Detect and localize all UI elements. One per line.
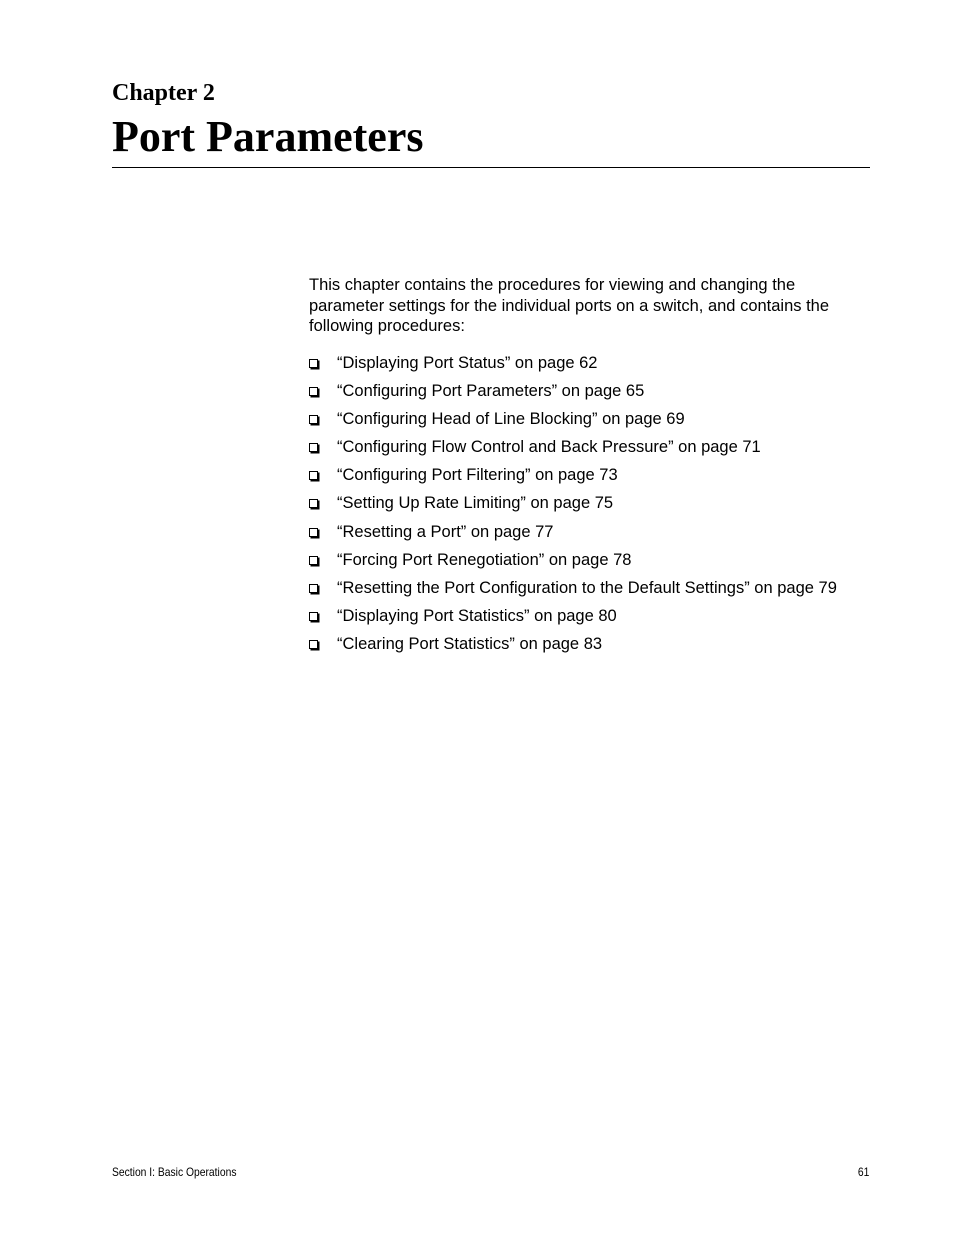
procedure-item [309,380,909,408]
procedure-link[interactable]: “Displaying Port Statistics” on page 80 [337,606,617,625]
checkbox-icon [309,359,318,368]
checkbox-icon [309,415,318,424]
procedure-item [309,408,909,436]
procedure-link[interactable]: “Clearing Port Statistics” on page 83 [337,634,603,653]
title-divider [112,167,870,168]
checkbox-icon [309,640,318,649]
procedure-link[interactable]: “Resetting a Port” on page 77 [337,522,554,541]
footer-page-number: 61 [857,1165,869,1179]
procedure-item [309,577,909,605]
procedure-link[interactable]: “Configuring Port Parameters” on page 65 [337,382,645,401]
procedure-item [309,521,909,549]
procedure-link[interactable]: “Configuring Flow Control and Back Pressure” on page 71 [337,438,761,457]
procedure-item [309,464,909,492]
procedure-link[interactable]: “Resetting the Port Configuration to the Default Settings” on page 79 [337,578,837,597]
procedure-link[interactable]: “Forcing Port Renegotiation” on page 78 [337,550,632,569]
procedure-link[interactable]: “Setting Up Rate Limiting” on page 75 [337,494,614,513]
procedure-link[interactable]: “Configuring Port Filtering” on page 73 [337,466,618,485]
procedure-item [309,633,909,661]
procedure-item [309,436,909,464]
footer-section-label: Section I: Basic Operations [112,1165,237,1179]
checkbox-icon [309,387,318,396]
checkbox-icon [309,612,318,621]
checkbox-icon [309,556,318,565]
chapter-label: Chapter 2 [112,80,215,106]
procedure-link[interactable]: “Configuring Head of Line Blocking” on page 69 [337,410,685,429]
procedure-list [309,352,909,661]
chapter-title: Port Parameters [112,112,424,161]
procedure-item [309,492,909,520]
procedure-item [309,549,909,577]
checkbox-icon [309,584,318,593]
checkbox-icon [309,443,318,452]
procedure-item [309,605,909,633]
checkbox-icon [309,471,318,480]
procedure-link[interactable]: “Displaying Port Status” on page 62 [337,354,598,372]
checkbox-icon [309,499,318,508]
intro-paragraph: This chapter contains the procedures for viewing and changing the parameter settings for the individual ports on a switch, and contains the following procedures: [309,276,830,335]
procedure-item [309,352,909,380]
checkbox-icon [309,528,318,537]
